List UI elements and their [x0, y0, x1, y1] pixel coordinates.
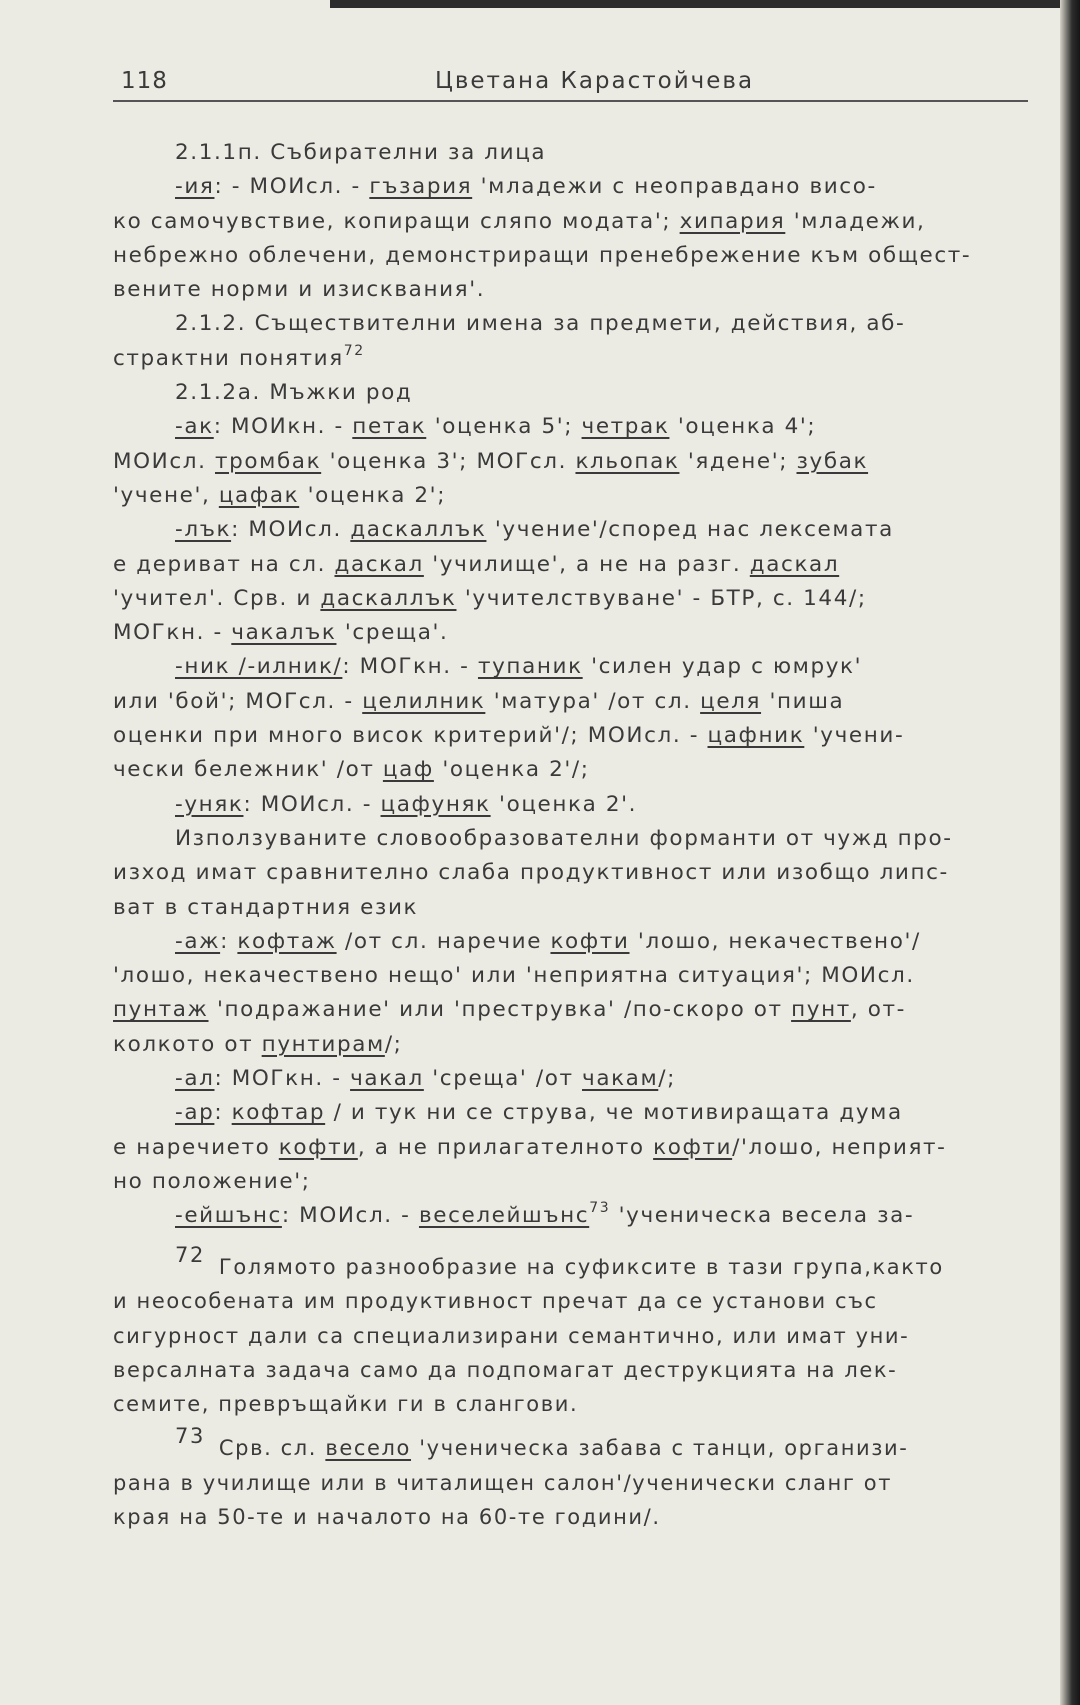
running-title: Цветана Карастойчева: [435, 68, 755, 94]
page-number: 118: [121, 68, 168, 94]
text-line: ко самочувствие, копиращи сляпо модата'; хипария 'младежи,: [113, 208, 926, 234]
footnote-73: 73 Срв. сл. весело 'ученическа забава с танци, организи-: [175, 1424, 909, 1461]
text-line: 'учене', цафак 'оценка 2';: [113, 482, 447, 508]
text-line: изход имат сравнително слаба продуктивност или изобщо липс-: [113, 860, 949, 886]
section-heading: 2.1.1п. Събирателни за лица: [175, 140, 547, 165]
footnote-number: 73: [175, 1424, 205, 1449]
text-line: ват в стандартния език: [113, 894, 419, 920]
text-line: -ал: МОГкн. - чакал 'среща' /от чакам/;: [175, 1066, 676, 1092]
footnote-line: семите, превръщайки ги в слангови.: [113, 1392, 579, 1417]
footnotes: [113, 1243, 1028, 1534]
text-line: пунтаж 'подражание' или 'преструвка' /по-скоро от пунт, от-: [113, 997, 906, 1023]
footnote-line: и неособената им продуктивност пречат да се установи със: [113, 1289, 878, 1314]
section-heading: 2.1.2а. Мъжки род: [175, 380, 413, 406]
footnote-line: версалната задача само да подпомагат деструкцията на лек-: [113, 1357, 898, 1382]
text-line: е дериват на сл. даскал 'училище', а не на разг. даскал: [113, 551, 840, 577]
text-line: -уняк: МОИсл. - цафуняк 'оценка 2'.: [175, 791, 638, 817]
text-line: оценки при много висок критерий'/; МОИсл. - цафник 'учени-: [113, 723, 905, 749]
text-line: чески бележник' /от цаф 'оценка 2'/;: [113, 757, 590, 783]
footnote-line: края на 50-те и началото на 60-те години/.: [113, 1505, 661, 1530]
text-line: Използуваните словообразователни форманти от чужд про-: [175, 825, 953, 851]
text-line: небрежно облечени, демонстриращи пренебрежение към общест-: [113, 242, 972, 268]
text-line: -ия: - МОИсл. - гъзария 'младежи с неоправдано висо-: [175, 174, 877, 200]
footnote-72: 72 Голямото разнообразие на суфиксите в тази група,както: [175, 1243, 944, 1279]
text-line: -ейшънс: МОИсл. - веселейшънс$^{73}$ 'ученическа весела за-: [175, 1200, 915, 1229]
text-line: -лък: МОИсл. даскаллък 'учение'/според нас лексемата: [175, 517, 894, 543]
text-line: вените норми и изисквания'.: [113, 277, 486, 303]
text-line: МОИсл. тромбак 'оценка 3'; МОГсл. кльопак 'ядене'; зубак: [113, 448, 869, 474]
footnote-ref: 73: [589, 1200, 611, 1217]
footnote-ref: 72: [343, 342, 365, 359]
scan-edge-right: [1060, 0, 1080, 1705]
footnote-line: рана в училище или в читалищен салон'/ученически сланг от: [113, 1470, 893, 1495]
text-line: но положение';: [113, 1168, 311, 1194]
text-line: 'учител'. Срв. и даскаллък 'учителствуване' - БТР, с. 144/;: [113, 585, 867, 611]
text-line: 'лошо, некачествено нещо' или 'неприятна ситуация'; МОИсл.: [113, 963, 915, 989]
text-line: -ник /-илник/: МОГкн. - тупаник 'силен удар с юмрук': [175, 654, 863, 680]
footnote-line: сигурност дали са специализирани семантично, или имат уни-: [113, 1323, 910, 1348]
text-line: -ак: МОИкн. - петак 'оценка 5'; четрак 'оценка 4';: [175, 414, 817, 440]
page-header: [113, 66, 1028, 102]
text-line: е наречието кофти, а не прилагателното кофти/'лошо, неприят-: [113, 1134, 947, 1160]
text-line: -аж: кофтаж /от сл. наречие кофти 'лошо, некачествено'/: [175, 928, 921, 954]
text-line: страктни понятия$^{72}$: [113, 342, 365, 371]
scan-edge-top: [330, 0, 1080, 8]
text-line: МОГкн. - чакалък 'среща'.: [113, 620, 449, 646]
main-text: [113, 136, 1028, 1234]
text-line: -ар: кофтар / и тук ни се струва, че мотивиращата дума: [175, 1100, 903, 1126]
section-heading: 2.1.2. Съществителни имена за предмети, действия, аб-: [175, 311, 906, 337]
text-line: колкото от пунтирам/;: [113, 1031, 403, 1057]
footnote-number: 72: [175, 1243, 205, 1267]
text-line: или 'бой'; МОГсл. - целилник 'матура' /от сл. целя 'пиша: [113, 688, 845, 714]
